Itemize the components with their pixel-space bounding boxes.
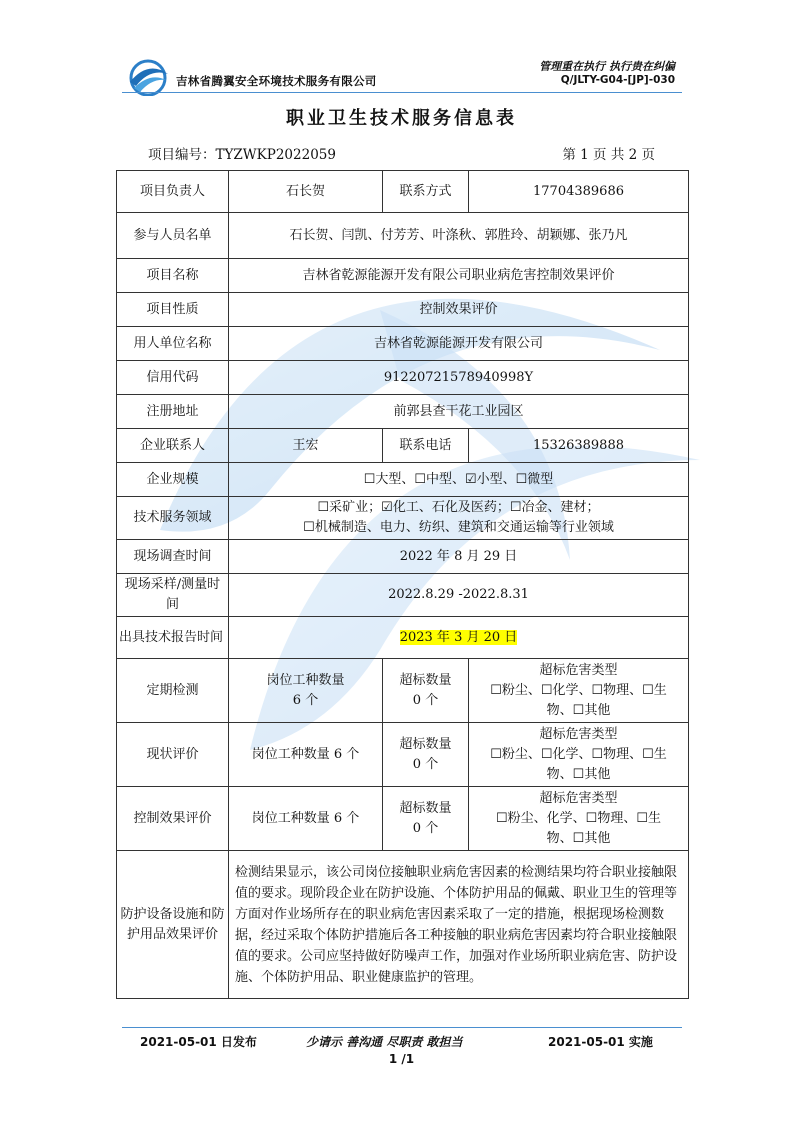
project-nature-value: 控制效果评价 — [229, 293, 689, 327]
employer-label: 用人单位名称 — [117, 327, 229, 361]
hazard-title: 超标危害类型 — [539, 662, 618, 678]
service-info-table — [116, 170, 689, 999]
publish-date: 2021-05-01 日发布 — [140, 1035, 257, 1049]
employer-value: 吉林省乾源能源开发有限公司 — [229, 327, 689, 361]
exceed-label: 超标数量 — [399, 800, 452, 816]
table-row — [117, 659, 689, 723]
report-time-value — [229, 617, 689, 659]
service-field-label: 技术服务领域 — [117, 497, 229, 540]
exceed-count: 0 个 — [412, 756, 439, 772]
hazard-types: ☐粉尘、☐化学、☐物理、☐生 — [490, 746, 667, 762]
project-name-value: 吉林省乾源能源开发有限公司职业病危害控制效果评价 — [229, 259, 689, 293]
exceed-label: 超标数量 — [399, 672, 452, 688]
contact-value: 17704389686 — [469, 171, 689, 213]
page-header — [0, 0, 803, 100]
members-label: 参与人员名单 — [117, 213, 229, 259]
table-row — [117, 723, 689, 787]
project-number: 项目编号：TYZWKP2022059 — [148, 147, 336, 163]
contact-label: 联系方式 — [383, 171, 469, 213]
sampling-time-value: 2022.8.29 -2022.8.31 — [229, 574, 689, 617]
control-posts: 岗位工种数量 6 个 — [229, 787, 383, 851]
page-info: 第 1 页 共 2 页 — [562, 147, 655, 163]
control-eval-label: 控制效果评价 — [117, 787, 229, 851]
table-row — [117, 395, 689, 429]
address-label: 注册地址 — [117, 395, 229, 429]
credit-code-label: 信用代码 — [117, 361, 229, 395]
table-row — [117, 463, 689, 497]
protection-eval-text: 检测结果显示，该公司岗位接触职业病危害因素的检测结果均符合职业接触限值的要求。现阶段企业在防护设施、个体防护用品的佩戴、职业卫生的管理等方面对作业场所存在的职业病危害因素采取了一定的措施，根据现场检测数据，经过采取个体防护措施后各工种接触的职业病危害因素均符合职业接触限值的要求。公司应坚持做好防噪声工作，加强对作业场所职业病危害、防护设施、个体防护用品、职业健康监护的管理。 — [229, 851, 689, 999]
project-name-label: 项目名称 — [117, 259, 229, 293]
exceed-count: 0 个 — [412, 692, 439, 708]
periodic-posts — [229, 659, 383, 723]
credit-code-value: 91220721578940998Y — [229, 361, 689, 395]
enterprise-contact-value: 王宏 — [229, 429, 383, 463]
table-row — [117, 851, 689, 999]
table-row — [117, 259, 689, 293]
survey-time-label: 现场调查时间 — [117, 540, 229, 574]
company-logo-icon — [126, 56, 170, 96]
company-name: 吉林省腾翼安全环境技术服务有限公司 — [176, 74, 377, 88]
posts-label: 岗位工种数量 — [266, 672, 345, 688]
footer-motto: 少请示 善沟通 尽职责 敢担当 — [306, 1035, 463, 1049]
table-row — [117, 497, 689, 540]
table-row — [117, 213, 689, 259]
hazard-types: ☐粉尘、化学、☐物理、☐生 — [496, 810, 661, 826]
footer-divider — [122, 1027, 682, 1028]
hazard-types: 物、☐其他 — [546, 766, 611, 782]
page-title: 职业卫生技术服务信息表 — [286, 108, 517, 129]
table-row — [117, 787, 689, 851]
survey-time-value: 2022 年 8 月 29 日 — [229, 540, 689, 574]
status-exceed — [383, 723, 469, 787]
table-row — [117, 429, 689, 463]
table-row — [117, 327, 689, 361]
phone-label: 联系电话 — [383, 429, 469, 463]
sampling-time-label: 现场采样/测量时间 — [117, 574, 229, 617]
periodic-hazard — [469, 659, 689, 723]
service-field-line: ☐采矿业；☑化工、石化及医药；☐冶金、建材； — [317, 500, 600, 515]
hazard-types: 物、☐其他 — [546, 702, 611, 718]
exceed-count: 0 个 — [412, 820, 439, 836]
table-row — [117, 540, 689, 574]
status-hazard — [469, 723, 689, 787]
hazard-types: ☐粉尘、☐化学、☐物理、☐生 — [490, 682, 667, 698]
table-row — [117, 293, 689, 327]
protection-eval-label: 防护设备设施和防护用品效果评价 — [117, 851, 229, 999]
table-row — [117, 361, 689, 395]
hazard-title: 超标危害类型 — [539, 790, 618, 806]
scale-label: 企业规模 — [117, 463, 229, 497]
hazard-title: 超标危害类型 — [539, 726, 618, 742]
implement-date: 2021-05-01 实施 — [548, 1035, 653, 1049]
service-field-value — [229, 497, 689, 540]
periodic-test-label: 定期检测 — [117, 659, 229, 723]
table-row — [117, 171, 689, 213]
phone-value: 15326389888 — [469, 429, 689, 463]
leader-label: 项目负责人 — [117, 171, 229, 213]
exceed-label: 超标数量 — [399, 736, 452, 752]
posts-count: 6 个 — [292, 692, 319, 708]
service-field-line: ☐机械制造、电力、纺织、建筑和交通运输等行业领域 — [303, 520, 614, 535]
header-slogan: 管理重在执行 执行贵在纠偏 — [539, 60, 675, 73]
enterprise-contact-label: 企业联系人 — [117, 429, 229, 463]
control-hazard — [469, 787, 689, 851]
project-nature-label: 项目性质 — [117, 293, 229, 327]
document-code: Q/JLTY-G04-[JP]-030 — [560, 74, 675, 86]
members-value: 石长贺、闫凯、付芳芳、叶涤秋、郭胜玲、胡颖娜、张乃凡 — [229, 213, 689, 259]
hazard-types: 物、☐其他 — [546, 830, 611, 846]
periodic-exceed — [383, 659, 469, 723]
header-divider — [122, 92, 682, 93]
table-row — [117, 617, 689, 659]
report-time-label: 出具技术报告时间 — [117, 617, 229, 659]
report-date: 2023 年 3 月 20 日 — [399, 629, 518, 645]
status-posts: 岗位工种数量 6 个 — [229, 723, 383, 787]
footer-page-number: 1 /1 — [388, 1052, 415, 1066]
table-row — [117, 574, 689, 617]
address-value: 前郭县查干花工业园区 — [229, 395, 689, 429]
status-eval-label: 现状评价 — [117, 723, 229, 787]
leader-value: 石长贺 — [229, 171, 383, 213]
control-exceed — [383, 787, 469, 851]
scale-value: ☐大型、☐中型、☑小型、☐微型 — [229, 463, 689, 497]
